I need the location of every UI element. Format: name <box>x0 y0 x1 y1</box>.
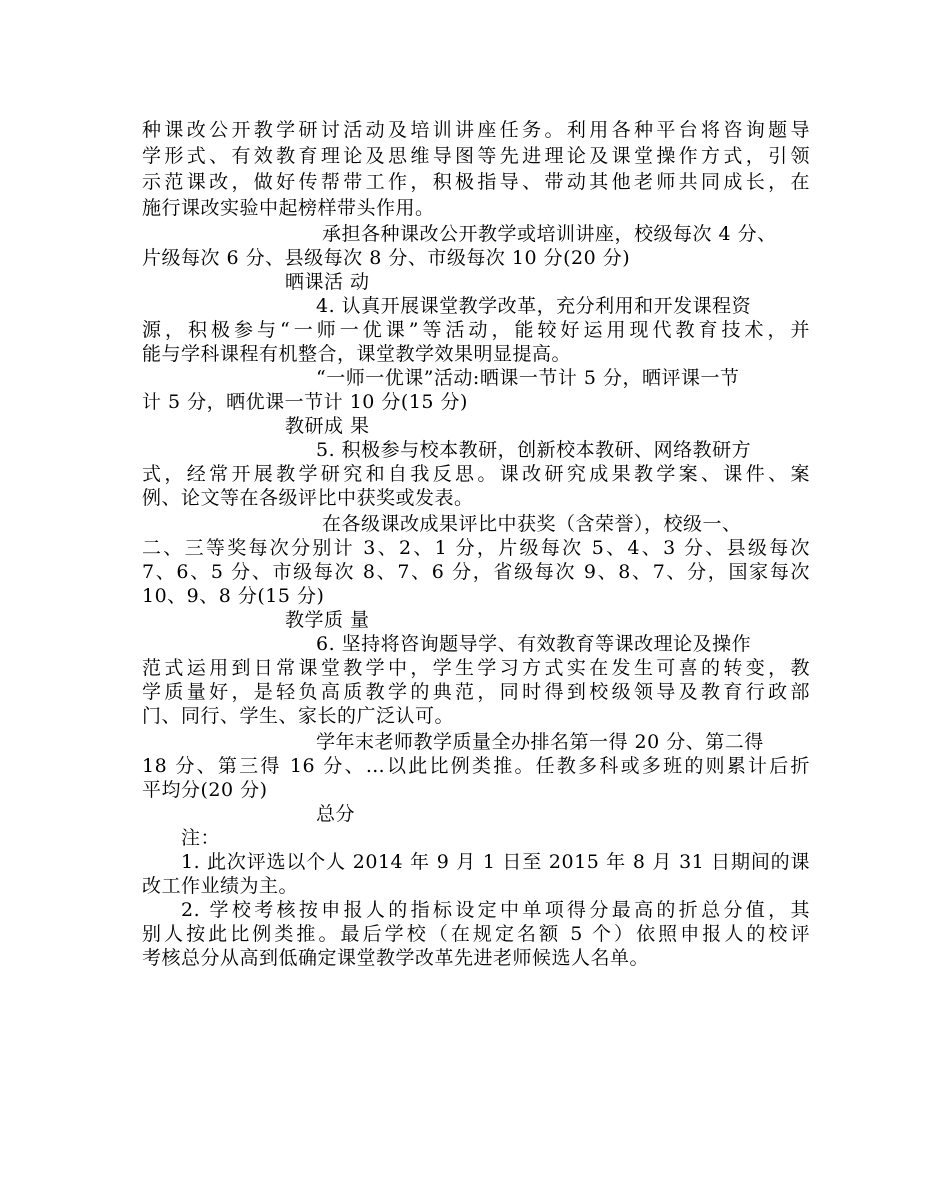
total-score-label: 总分 <box>316 803 356 825</box>
note-heading: 注： <box>181 827 221 849</box>
paragraph-line: 门、同行、学生、家长的广泛认可。 <box>142 705 455 727</box>
scoring-line: 承担各种课改公开教学或培训讲座，校级每次 4 分、 <box>322 223 777 245</box>
section-heading: 教学质 量 <box>285 609 370 631</box>
paragraph-line: 6. 坚持将咨询题导学、有效教育等课改理论及操作 <box>316 633 752 655</box>
paragraph-line: 学形式、有效教育理论及思维导图等先进理论及课堂操作方式，引领 <box>142 145 810 167</box>
scoring-line: 在各级课改成果评比中获奖（含荣誉），校级一、 <box>322 513 742 535</box>
note-line: 1. 此次评选以个人 2014 年 9 月 1 日至 2015 年 8 月 31 日期间的课 <box>181 851 810 873</box>
scoring-line: “一师一优课”活动:晒课一节计 5 分，晒评课一节 <box>316 367 740 389</box>
paragraph-line: 示范课改，做好传帮带工作，积极指导、带动其他老师共同成长，在 <box>142 171 810 193</box>
paragraph-line: 能与学科课程有机整合，课堂教学效果明显提高。 <box>142 343 572 365</box>
paragraph-line: 例、论文等在各级评比中获奖或发表。 <box>142 487 474 509</box>
note-line: 考核总分从高到低确定课堂教学改革先进老师候选人名单。 <box>142 947 650 969</box>
scoring-line: 18 分、第三得 16 分、…以此比例类推。任教多科或多班的则累计后折 <box>142 755 810 777</box>
section-heading: 晒课活 动 <box>285 271 370 293</box>
scoring-line: 片级每次 6 分、县级每次 8 分、市级每次 10 分(20 分) <box>142 247 631 269</box>
scoring-line: 7、6、5 分、市级每次 8、7、6 分，省级每次 9、8、7、分，国家每次 <box>142 561 810 583</box>
paragraph-line: 式，经常开展教学研究和自我反思。课改研究成果教学案、课件、案 <box>142 463 810 485</box>
note-line: 改工作业绩为主。 <box>142 875 299 897</box>
scoring-line: 学年末老师教学质量全办排名第一得 20 分、第二得 <box>316 731 764 753</box>
section-heading: 教研成 果 <box>285 415 370 437</box>
paragraph-line: 4. 认真开展课堂教学改革，充分利用和开发课程资 <box>316 295 752 317</box>
paragraph-line: 施行课改实验中起榜样带头作用。 <box>142 197 435 219</box>
scoring-line: 二、三等奖每次分别计 3、2、1 分，片级每次 5、4、3 分、县级每次 <box>142 537 810 559</box>
paragraph-line: 范式运用到日常课堂教学中，学生学习方式实在发生可喜的转变，教 <box>142 657 810 679</box>
scoring-line: 10、9、8 分(15 分) <box>142 585 325 607</box>
scoring-line: 计 5 分，晒优课一节计 10 分(15 分) <box>142 391 468 413</box>
paragraph-line: 种课改公开教学研讨活动及培训讲座任务。利用各种平台将咨询题导 <box>142 119 810 141</box>
paragraph-line: 学质量好，是轻负高质教学的典范，同时得到校级领导及教育行政部 <box>142 681 810 703</box>
note-line: 2. 学校考核按申报人的指标设定中单项得分最高的折总分值，其 <box>181 899 810 921</box>
paragraph-line: 5. 积极参与校本教研，创新校本教研、网络教研方 <box>316 439 752 461</box>
note-line: 别人按此比例类推。最后学校（在规定名额 5 个）依照申报人的校评 <box>142 923 810 945</box>
scoring-line: 平均分(20 分) <box>142 779 268 801</box>
paragraph-line: 源，积极参与“一师一优课”等活动，能较好运用现代教育技术，并 <box>142 319 810 341</box>
